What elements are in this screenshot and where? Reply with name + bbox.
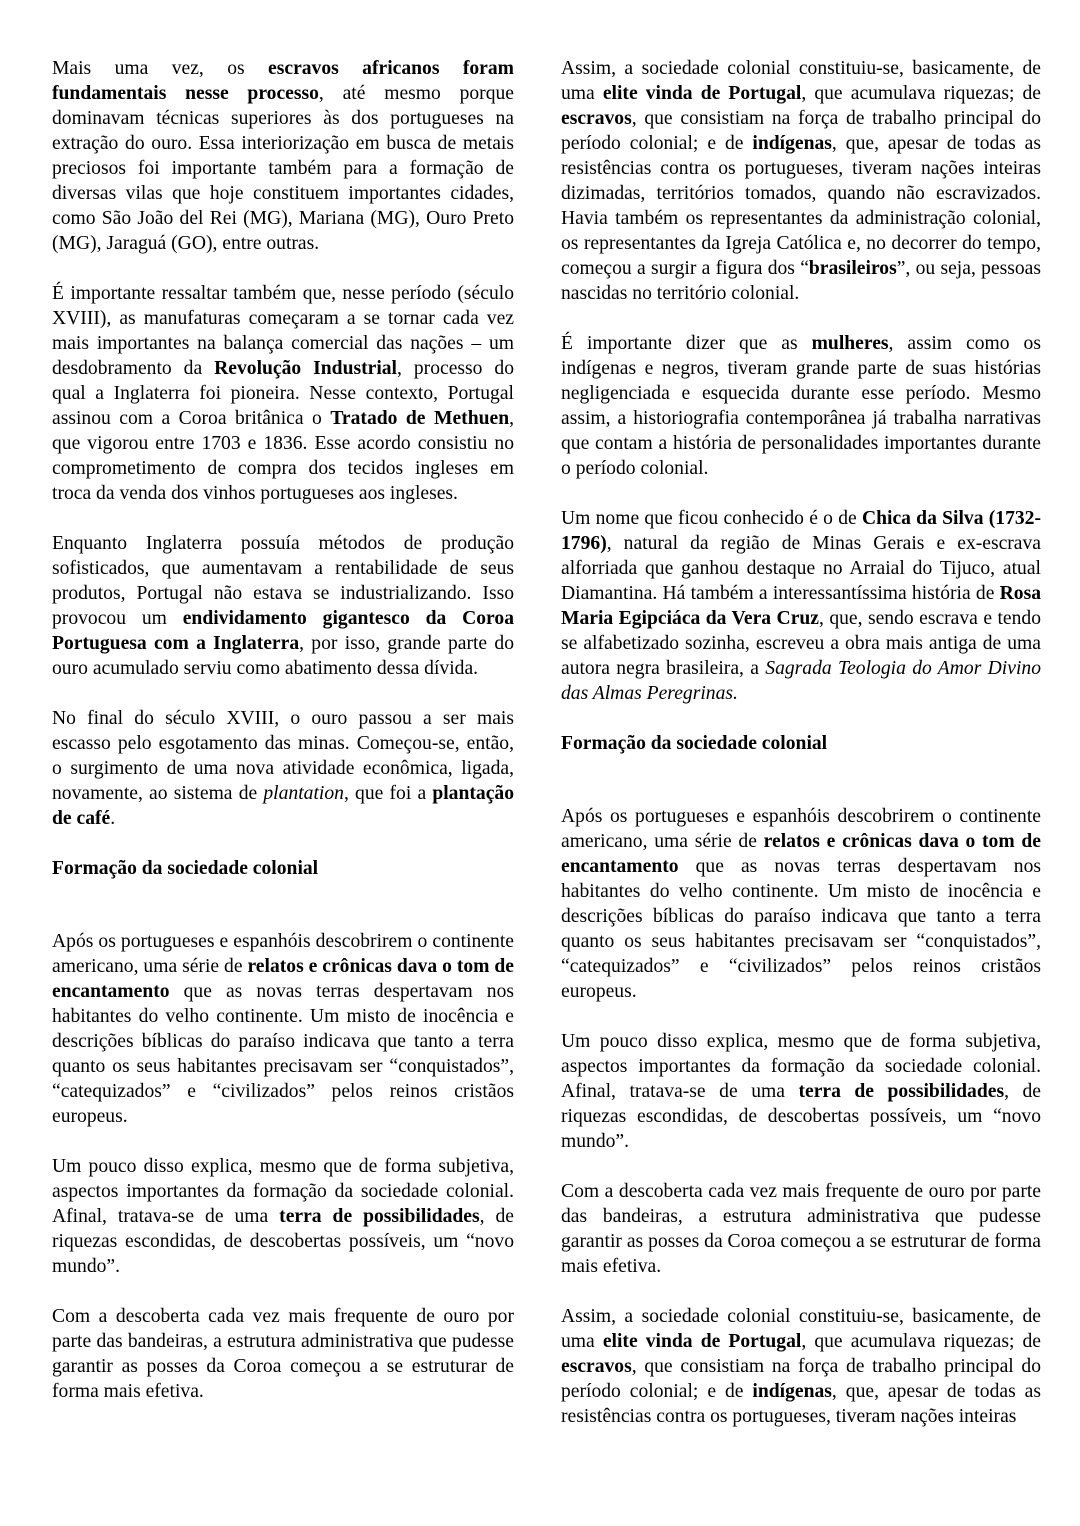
text-run: Formação da sociedade colonial	[52, 858, 319, 879]
text-run: , que acumulava riquezas; de	[801, 1331, 1041, 1352]
text-run: .	[110, 808, 116, 829]
text-run: , que vigorou entre 1703 e 1836. Esse acordo consistiu no comprometimento de compra dos tecidos ingleses em troca da venda dos vinhos portugueses aos ingleses.	[52, 408, 514, 504]
text-run: , que consistiam na força de trabalho principal do período colonial; e de	[561, 108, 1041, 154]
text-run: Após os portugueses e espanhóis descobrirem o continente americano, uma série de	[52, 931, 514, 977]
bold-text: escravos	[561, 1356, 632, 1377]
bold-text: Revolução Industrial	[214, 358, 398, 379]
text-run: É importante dizer que as	[561, 333, 812, 354]
paragraph	[561, 506, 1041, 706]
bold-text: terra de possibilidades	[798, 1081, 1005, 1102]
paragraph	[52, 1304, 514, 1404]
text-run: , assim como os indígenas e negros, tiveram grande parte de suas histórias negligenciada e esquecida durante esse período. Mesmo assim, a historiografia contemporânea já trabalha narrativas que contam a história de personalidades importantes durante o período colonial.	[561, 333, 1041, 479]
bold-text: Rosa Maria Egipciáca da Vera Cruz	[561, 583, 1041, 629]
italic-text: plantation	[263, 783, 344, 804]
text-run: Mais uma vez, os	[52, 58, 269, 79]
bold-text: Chica da Silva (1732-1796)	[561, 508, 1041, 554]
paragraph	[52, 706, 514, 831]
italic-text: Sagrada Teologia do Amor Divino das Almas Peregrinas.	[561, 658, 1041, 704]
text-run: , por isso, grande parte do ouro acumulado serviu como abatimento dessa dívida.	[52, 633, 514, 679]
text-run: Assim, a sociedade colonial constituiu-se, basicamente, de uma	[561, 1306, 1041, 1352]
text-run: É importante ressaltar também que, nesse período (século XVIII), as manufaturas começaram a se tornar cada vez mais importantes na balança comercial das nações – um desdobramento da	[52, 283, 514, 379]
bold-text: plantação de café	[52, 783, 514, 829]
bold-text: endividamento gigantesco da Coroa Portuguesa com a Inglaterra	[52, 608, 514, 654]
paragraph	[561, 1029, 1041, 1154]
paragraph	[52, 929, 514, 1129]
text-run: Com a descoberta cada vez mais frequente de ouro por parte das bandeiras, a estrutura administrativa que pudesse garantir as posses da Coroa começou a se estruturar de forma mais efetiva.	[52, 1306, 514, 1402]
right-column	[561, 56, 1041, 1454]
bold-text: elite vinda de Portugal	[602, 1331, 802, 1352]
text-run: , natural da região de Minas Gerais e ex-escrava alforriada que ganhou destaque no Arraial do Tijuco, atual Diamantina. Há também a interessantíssima história de	[561, 533, 1041, 604]
bold-text: escravos	[561, 108, 632, 129]
text-run: Enquanto Inglaterra possuía métodos de produção sofisticados, que aumentavam a rentabilidade de seus produtos, Portugal não estava se industrializando. Isso provocou um	[52, 533, 514, 629]
text-run: No final do século XVIII, o ouro passou a ser mais escasso pelo esgotamento das minas. Começou-se, então, o surgimento de uma nova atividade econômica, ligada, novamente, ao sistema de	[52, 708, 514, 804]
text-run: , que acumulava riquezas; de	[801, 83, 1041, 104]
bold-text: indígenas	[752, 133, 832, 154]
text-run: Um pouco disso explica, mesmo que de forma subjetiva, aspectos importantes da formação da sociedade colonial. Afinal, tratava-se de uma	[52, 1156, 514, 1227]
text-run: , que foi a	[343, 783, 433, 804]
bold-text: escravos africanos foram fundamentais nesse processo	[52, 58, 514, 104]
text-run: , que, apesar de todas as resistências contra os portugueses, tiveram nações inteiras dizimadas, territórios tomados, quando não escravizados. Havia também os representantes da administração colonial, os representantes da Igreja Católica e, no decorrer do tempo, começou a surgir a figura dos “	[561, 133, 1041, 279]
text-run: , que consistiam na força de trabalho principal do período colonial; e de	[561, 1356, 1041, 1402]
text-run: ”, ou seja, pessoas nascidas no território colonial.	[561, 258, 1041, 304]
text-run: Com a descoberta cada vez mais frequente de ouro por parte das bandeiras, a estrutura administrativa que pudesse garantir as posses da Coroa começou a se estruturar de forma mais efetiva.	[561, 1181, 1041, 1277]
paragraph	[52, 281, 514, 506]
paragraph	[561, 56, 1041, 306]
text-run: Um pouco disso explica, mesmo que de forma subjetiva, aspectos importantes da formação da sociedade colonial. Afinal, tratava-se de uma	[561, 1031, 1041, 1102]
text-run: que as novas terras despertavam nos habitantes do velho continente. Um misto de inocência e descrições bíblicas do paraíso indicava que tanto a terra quanto os seus habitantes precisavam ser “conquistados”, “catequizados” e “civilizados” pelos reinos cristãos europeus.	[561, 856, 1041, 1002]
text-run: Formação da sociedade colonial	[561, 733, 828, 754]
section-heading	[52, 856, 514, 881]
paragraph	[52, 56, 514, 256]
bold-text: relatos e crônicas dava o tom de encantamento	[52, 956, 514, 1002]
bold-text: mulheres	[811, 333, 889, 354]
bold-text: terra de possibilidades	[279, 1206, 480, 1227]
text-run: Um nome que ficou conhecido é o de	[561, 508, 862, 529]
text-run: , até mesmo porque dominavam técnicas superiores às dos portugueses na extração do ouro. Essa interiorização em busca de metais preciosos foi importante também para a formação de diversas vilas que hoje constituem importantes cidades, como São João del Rei (MG), Mariana (MG), Ouro Preto (MG), Jaraguá (GO), entre outras.	[52, 83, 514, 254]
paragraph	[561, 331, 1041, 481]
paragraph	[52, 531, 514, 681]
text-run: que as novas terras despertavam nos habitantes do velho continente. Um misto de inocência e descrições bíblicas do paraíso indicava que tanto a terra quanto os seus habitantes precisavam ser “conquistados”, “catequizados” e “civilizados” pelos reinos cristãos europeus.	[52, 981, 514, 1127]
paragraph	[52, 1154, 514, 1279]
bold-text: brasileiros	[808, 258, 897, 279]
text-run: , que, sendo escrava e tendo se alfabetizado sozinha, escreveu a obra mais antiga de uma autora negra brasileira, a	[561, 608, 1041, 679]
bold-text: Tratado de Methuen	[330, 408, 510, 429]
text-run: , de riquezas escondidas, de descobertas possíveis, um “novo mundo”.	[52, 1206, 514, 1277]
text-run: , de riquezas escondidas, de descobertas possíveis, um “novo mundo”.	[561, 1081, 1042, 1152]
bold-text: elite vinda de Portugal	[602, 83, 802, 104]
paragraph	[561, 804, 1041, 1004]
bold-text: indígenas	[752, 1381, 832, 1402]
text-run: , processo do qual a Inglaterra foi pioneira. Nesse contexto, Portugal assinou com a Coroa britânica o	[52, 358, 514, 429]
text-run: Após os portugueses e espanhóis descobrirem o continente americano, uma série de	[561, 806, 1041, 852]
bold-text: relatos e crônicas dava o tom de encantamento	[561, 831, 1042, 877]
paragraph	[561, 1304, 1041, 1429]
paragraph	[561, 1179, 1041, 1279]
text-run: Assim, a sociedade colonial constituiu-se, basicamente, de uma	[561, 58, 1041, 104]
text-run: , que, apesar de todas as resistências contra os portugueses, tiveram nações inteiras	[561, 1381, 1041, 1427]
left-column	[52, 56, 514, 1429]
section-heading	[561, 731, 1041, 756]
